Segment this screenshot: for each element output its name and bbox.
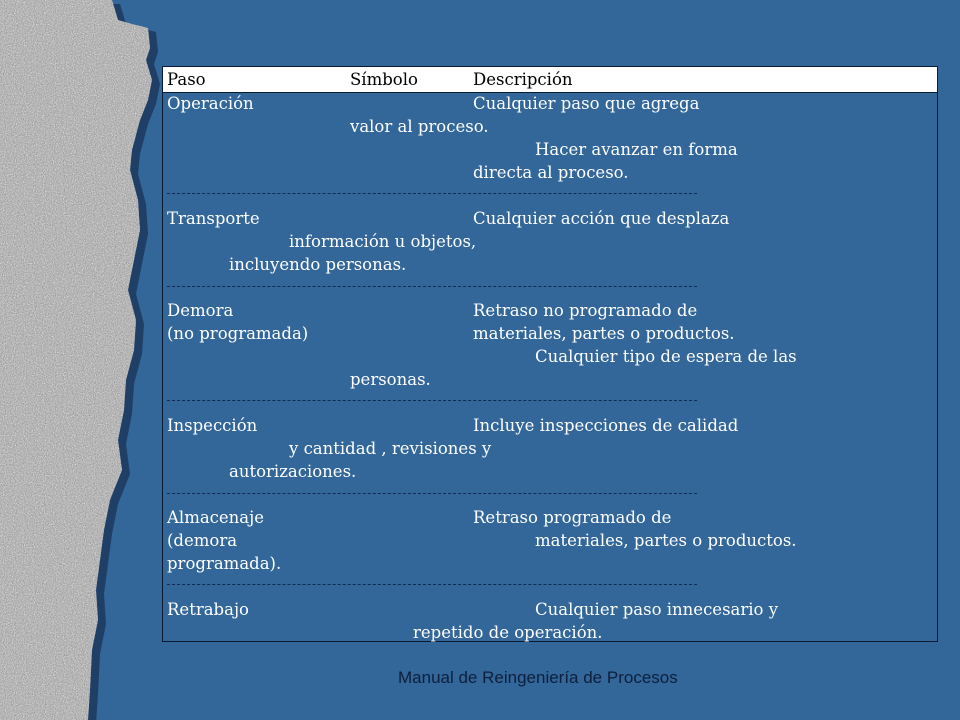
row-retrabajo-desc-2: repetido de operación. xyxy=(413,623,603,642)
header-simbolo: Símbolo xyxy=(350,70,418,89)
header-paso: Paso xyxy=(167,70,206,89)
row-inspeccion-paso: Inspección xyxy=(167,416,258,435)
row-retrabajo-desc-1: Cualquier paso innecesario y xyxy=(535,600,779,619)
row-operacion-paso: Operación xyxy=(167,94,254,113)
row-demora-paso-2: (no programada) xyxy=(167,324,309,343)
row-demora-paso-1: Demora xyxy=(167,301,234,320)
process-symbols-table xyxy=(162,66,938,642)
row-transporte-paso: Transporte xyxy=(167,209,260,228)
row-separator xyxy=(167,493,697,494)
row-demora-desc-2: materiales, partes o productos. xyxy=(473,324,735,343)
row-retrabajo-paso: Retrabajo xyxy=(167,600,249,619)
row-separator xyxy=(167,286,697,287)
row-almacenaje-desc-2: materiales, partes o productos. xyxy=(535,531,797,550)
row-operacion-desc-2: valor al proceso. xyxy=(350,117,489,136)
row-demora-desc-1: Retraso no programado de xyxy=(473,301,698,320)
row-demora-desc-3: Cualquier tipo de espera de las xyxy=(535,347,797,366)
row-almacenaje-paso-1: Almacenaje xyxy=(167,508,265,527)
row-separator xyxy=(167,400,697,401)
row-almacenaje-paso-3: programada). xyxy=(167,554,282,573)
row-separator xyxy=(167,584,697,585)
row-inspeccion-desc-1: Incluye inspecciones de calidad xyxy=(473,416,739,435)
row-operacion-desc-1: Cualquier paso que agrega xyxy=(473,94,700,113)
row-operacion-desc-3: Hacer avanzar en forma xyxy=(535,140,738,159)
row-inspeccion-desc-3: autorizaciones. xyxy=(229,462,357,481)
row-almacenaje-desc-1: Retraso programado de xyxy=(473,508,672,527)
header-descripcion: Descripción xyxy=(473,70,573,89)
row-operacion-desc-4: directa al proceso. xyxy=(473,163,629,182)
footer-caption: Manual de Reingeniería de Procesos xyxy=(398,668,678,687)
row-transporte-desc-2: información u objetos, xyxy=(289,232,477,251)
table-header-row xyxy=(163,67,937,93)
row-transporte-desc-1: Cualquier acción que desplaza xyxy=(473,209,730,228)
row-inspeccion-desc-2: y cantidad , revisiones y xyxy=(289,439,492,458)
row-separator xyxy=(167,193,697,194)
row-transporte-desc-3: incluyendo personas. xyxy=(229,255,407,274)
row-demora-desc-4: personas. xyxy=(350,370,431,389)
row-almacenaje-paso-2: (demora xyxy=(167,531,238,550)
